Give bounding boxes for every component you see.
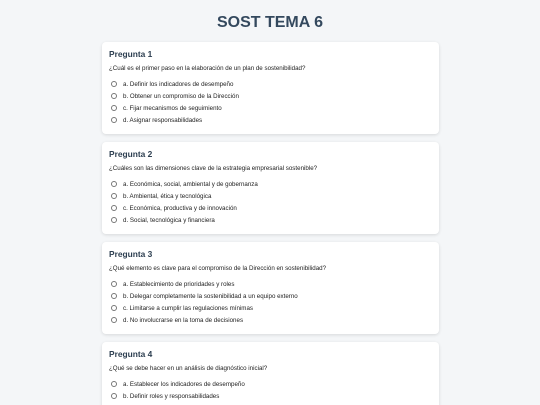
option-label: c. Fijar mecanismos de seguimiento xyxy=(123,104,222,112)
option-label: b. Definir roles y responsabilidades xyxy=(123,392,220,400)
question-card xyxy=(102,342,439,405)
option-a[interactable] xyxy=(109,178,432,190)
radio-button[interactable] xyxy=(111,281,117,287)
page-title: SOST TEMA 6 xyxy=(216,14,324,31)
option-c[interactable] xyxy=(109,202,432,214)
radio-button[interactable] xyxy=(111,105,117,111)
option-b[interactable] xyxy=(109,190,432,202)
option-label: a. Establecimiento de prioridades y roles xyxy=(123,280,235,288)
option-label: b. Delegar completamente la sostenibilidad a un equipo externo xyxy=(123,292,298,300)
option-d[interactable] xyxy=(109,214,432,226)
question-text: ¿Cuál es el primer paso en la elaboración de un plan de sostenibilidad? xyxy=(109,65,306,72)
option-c[interactable] xyxy=(109,302,432,314)
option-label: a. Establecer los indicadores de desempeño xyxy=(123,380,245,388)
option-label: c. Limitarse a cumplir las regulaciones mínimas xyxy=(123,304,253,312)
question-title: Pregunta 1 xyxy=(109,49,153,59)
option-b[interactable] xyxy=(109,290,432,302)
radio-button[interactable] xyxy=(111,181,117,187)
option-label: a. Económica, social, ambiental y de gobernanza xyxy=(123,180,258,188)
option-label: d. Social, tecnológica y financiera xyxy=(123,216,215,224)
option-label: a. Definir los indicadores de desempeño xyxy=(123,80,234,88)
options-list xyxy=(109,378,432,405)
radio-button[interactable] xyxy=(111,117,117,123)
option-label: b. Ambiental, ética y tecnológica xyxy=(123,192,212,200)
radio-button[interactable] xyxy=(111,205,117,211)
radio-button[interactable] xyxy=(111,217,117,223)
radio-button[interactable] xyxy=(111,317,117,323)
question-card xyxy=(102,42,439,134)
radio-button[interactable] xyxy=(111,293,117,299)
options-list xyxy=(109,278,432,326)
question-text: ¿Cuáles son las dimensiones clave de la estrategia empresarial sostenible? xyxy=(109,165,318,172)
options-list xyxy=(109,78,432,126)
radio-button[interactable] xyxy=(111,393,117,399)
question-card xyxy=(102,242,439,334)
option-a[interactable] xyxy=(109,378,432,390)
option-b[interactable] xyxy=(109,390,432,402)
option-a[interactable] xyxy=(109,278,432,290)
radio-button[interactable] xyxy=(111,305,117,311)
option-d[interactable] xyxy=(109,114,432,126)
option-label: c. Económica, productiva y de innovación xyxy=(123,204,237,212)
question-text: ¿Qué se debe hacer en un análisis de diagnóstico inicial? xyxy=(109,365,268,372)
question-title: Pregunta 2 xyxy=(109,149,153,159)
question-card xyxy=(102,142,439,234)
radio-button[interactable] xyxy=(111,381,117,387)
radio-button[interactable] xyxy=(111,93,117,99)
options-list xyxy=(109,178,432,226)
question-text: ¿Qué elemento es clave para el compromiso de la Dirección en sostenibilidad? xyxy=(109,265,327,272)
question-title: Pregunta 3 xyxy=(109,249,153,259)
option-label: d. Asignar responsabilidades xyxy=(123,116,203,124)
radio-button[interactable] xyxy=(111,193,117,199)
question-title: Pregunta 4 xyxy=(109,349,153,359)
option-label: d. No involucrarse en la toma de decisiones xyxy=(123,316,244,324)
option-a[interactable] xyxy=(109,78,432,90)
option-d[interactable] xyxy=(109,314,432,326)
option-b[interactable] xyxy=(109,90,432,102)
option-label: b. Obtener un compromiso de la Dirección xyxy=(123,92,239,100)
radio-button[interactable] xyxy=(111,81,117,87)
option-c[interactable] xyxy=(109,102,432,114)
